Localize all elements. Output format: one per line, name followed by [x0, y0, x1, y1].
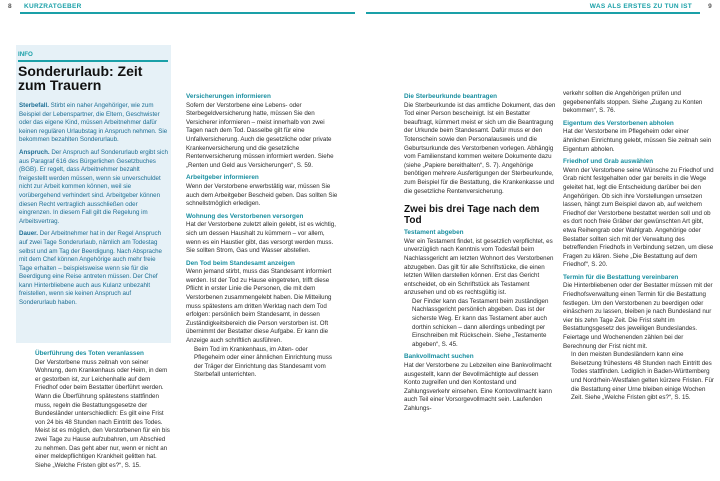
info-title: Sonderurlaub: Zeit zum Trauern — [18, 63, 143, 93]
section-heading: Friedhof und Grab auswählen — [563, 158, 654, 166]
info-rule — [18, 60, 168, 62]
section-text: Der Verstorbene muss zeitnah von seiner Wohnung, dem Krankenhaus oder Heim, in dem er gestorben ist, zur Leichenhalle auf dem Friedhof oder beim Bestatter überführt werden. Wann die Überführung spätestens stattfinden muss, regeln die Bestattungsgesetze der Bundesländer unterschiedlich: Es gilt eine Frist von 24 bis 48 Stunden nach Eintritt des Todes. Meist ist es möglich, den Verstorbenen für ein bis zwei Tage zu Hause aufzubahren, um Abschied zu nehmen. Das geht aber nur, wenn er nicht an einer meldepflichtigen Krankheit gelitten hat. Siehe „Welche Fristen gibt es?“, S. 15. — [35, 358, 170, 469]
section-text: verkehr sollten die Angehörigen prüfen und gegebenenfalls stoppen. Siehe „Zugang zu Konten bekommen“, S. 76. — [563, 90, 703, 115]
section-text: Beim Tod im Krankenhaus, im Alten- oder Pflegeheim oder einer ähnlichen Einrichtung muss der Träger der Einrichtung das Standesamt vom Sterbefall unterrichten. — [194, 345, 332, 379]
info-tag: INFO — [18, 51, 33, 58]
section-text: Hat der Verstorbene zuletzt allein gelebt, ist es wichtig, sich um dessen Haushalt zu kümmern – vor allem, wenn es ein Haustier gibt, das versorgt werden muss. Sie sollten Strom, Gas und Wasser abstellen. — [186, 221, 336, 255]
section-heading: Arbeitgeber informieren — [186, 174, 259, 182]
section-heading: Bankvollmacht suchen — [404, 353, 474, 361]
section-heading: Eigentum des Verstorbenen abholen — [563, 119, 674, 127]
section-heading: Überführung des Toten veranlassen — [35, 350, 144, 357]
info-paragraph: Anspruch. Der Anspruch auf Sonderurlaub ergibt sich aus Paragraf 616 des Bürgerlichen Gesetzbuches (BGB). Er regelt, dass Arbeitnehmer bezahlt freigestellt werden müssen, wenn sie unverschuldet nicht zur Arbeit kommen können, weil sie vorübergehend verhindert sind. Arbeitgeber können diesen Recht vertraglich ausschließen oder eingrenzen. In diesem Fall gilt die Regelung im Arbeitsvertrag. — [19, 148, 168, 225]
section-text: Wenn jemand stirbt, muss das Standesamt informiert werden. Ist der Tod zu Hause eingetreten, trifft diese Pflicht in erster Linie die Personen, die mit dem Verstorbenen zusammengelebt haben. Die Mitteilung muss spätestens am dritten Werktag nach dem Tod erfolgen: persönlich beim Standesamt, in dessen Zuständigkeitsbereich die Person verstorben ist. Oft übernimmt der Bestatter diese Aufgabe. Er kann die Anzeige auch schriftlich ausführen. — [186, 268, 332, 345]
section-heading: Versicherungen informieren — [186, 93, 271, 100]
section-text: Wenn der Verstorbene erwerbstätig war, müssen Sie auch dem Arbeitgeber Bescheid geben. Das sollten Sie schnellstmöglich erledigen. — [186, 182, 338, 208]
section-text: Der Finder kann das Testament beim zuständigen Nachlassgericht persönlich abgeben. Das ist der sicherste Weg. Er kann das Testament aber auch dorthin schicken – dann allerdings unbedingt per Einschreiben mit Rückschein. Siehe „Testamente abgeben“, S. 45. — [412, 297, 549, 348]
column-2 — [186, 90, 338, 384]
column-3 — [404, 90, 556, 418]
info-body — [19, 102, 169, 312]
section-text: Die Sterbeurkunde ist das amtliche Dokument, das den Tod einer Person bescheinigt. Ist ein Bestatter beauftragt, kümmert meist er sich um die Beantragung der Urkunde beim Standesamt. Dafür muss er den Totenschein sowie den Personalausweis und die Geburtsurkunde des Verstorbenen vorlegen. Abhängig vom Familienstand kommen weitere Dokumente dazu (siehe „Papiere bereithalten“, S. 7). Angehörige benötigen mehrere Ausfertigungen der Sterbeurkunde, zum Beispiel für die Bestattung, die Krankenkasse und die gesetzliche Rentenversicherung. — [404, 101, 556, 195]
right-running-title: WAS ALS ERSTES ZU TUN IST — [589, 3, 692, 10]
section-heading: Testament abgeben — [404, 229, 464, 237]
right-header-rule — [366, 12, 700, 14]
section-heading: Wohnung des Verstorbenen versorgen — [186, 212, 304, 220]
section-text: Hat der Verstorbene im Pflegeheim oder einer ähnlichen Einrichtung gelebt, müssen Sie zeitnah sein Eigentum abholen. — [563, 128, 712, 153]
info-paragraph: Sterbefall. Stirbt ein naher Angehöriger, wie zum Beispiel der Lebenspartner, die Eltern, Geschwister oder das eigene Kind, müssen Arbeitnehmer dafür keinen regulären Urlaubstag in Anspruch nehmen. Sie bekommen bezahlten Sonderurlaub. — [19, 102, 168, 144]
section-text: Wenn der Verstorbene seine Wünsche zu Friedhof und Grab nicht festgehalten oder gar bereits in die Wege geleitet hat, legt die Entscheidung darüber bei den Angehörigen. Ob sich ihre Vorstellungen umsetzen lassen, hängt zum Beispiel davon ab, auf welchem Friedhof der Verstorbene bestattet werden soll und ob es dort noch freie Gräber der gewünschten Art gibt, etwa Reihengrab oder Wahlgrab. Angehörige oder Bestatter sollten sich mit der Verwaltung des betreffenden Friedhofs in Verbindung setzen, um diese Fragen zu klären. Siehe „Die Bestattung auf dem Friedhof“, S. 20. — [563, 166, 714, 269]
left-page-number: 8 — [8, 3, 12, 10]
left-header-rule — [20, 12, 355, 14]
section-text: Hat der Verstorbene zu Lebzeiten eine Bankvollmacht ausgestellt, kann der Bevollmächtigte auf dessen Konto zugreifen und den Kontostand und Zahlungsverkehr einsehen. Eine Kontovollmacht kann auch Teil einer Vorsorgevollmacht sein. Laufenden Zahlungs- — [404, 362, 552, 412]
section-text: In den meisten Bundesländern kann eine Beisetzung frühestens 48 Stunden nach Eintritt des Todes stattfinden. Lediglich in Baden-Württemberg und Nordrhein-Westfalen gelten kürzere Fristen. Für die Bestattung einer Urne bleiben einige Wochen Zeit. Siehe „Welche Fristen gibt es?“, S. 15. — [571, 351, 714, 402]
section-heading: Termin für die Bestattung vereinbaren — [563, 273, 679, 281]
section-text: Die Hinterbliebenen oder der Bestatter müssen mit der Friedhofsverwaltung einen Termin für die Bestattung festlegen. Um den Verstorbenen zu beerdigen oder einäschern zu lassen, bleiben je nach Bundesland nur vier bis zehn Tage Zeit. Die Frist steht im Bestattungsgesetz des jeweiligen Bundeslandes. Feiertage und Wochenenden zählen bei der Berechnung der Frist nicht mit. — [563, 282, 713, 350]
section-heading: Den Tod beim Standesamt anzeigen — [186, 259, 295, 267]
left-running-title: KURZRATGEBER — [24, 3, 82, 10]
section-text: Wer ein Testament findet, ist gesetzlich verpflichtet, es unverzüglich nach Kenntnis vom Todesfall beim Nachlassgericht am letzten Wohnort des Verstorbenen abzugeben. Das gilt für alle Schriftstücke, die einen letzten Willen darstellen können. Erst das Gericht entscheidet, ob ein Schriftstück als Testament anzusehen und ob es rechtsgültig ist. — [404, 237, 554, 297]
column-4 — [563, 90, 715, 407]
section-heading: Die Sterbeurkunde beantragen — [404, 93, 498, 100]
section-text: Sofern der Verstorbene eine Lebens- oder Sterbegeldversicherung hatte, müssen Sie den Versicherer informieren – meist innerhalb von zwei Tagen nach dem Tod. Dasselbe gilt für eine Unfallversicherung. Auch die gesetzliche oder private Krankenversicherung und die gesetzliche Rentenversicherung müssen informiert werden. Siehe „Renten und Geld aus Versicherungen“, S. 59. — [186, 101, 334, 169]
subchapter-heading: Zwei bis drei Tage nach dem Tod — [404, 204, 540, 227]
column-1-bottom — [35, 347, 170, 474]
info-paragraph: Dauer. Der Arbeitnehmer hat in der Regel Anspruch auf zwei Tage Sonderurlaub, nämlich am Todestag selbst und am Tag der Beerdigung. Nach Absprache mit dem Chef können Angehörige auch mehr freie Tage erhalten – beispielsweise wenn sie für die Beerdigung eine Reise antreten müssen. Der Chef kann Hinterbliebene auch aus Kulanz unbezahlt freistellen, wenn sie keinen Anspruch auf Sonderurlaub haben. — [19, 230, 162, 307]
right-page-number: 9 — [708, 3, 712, 10]
